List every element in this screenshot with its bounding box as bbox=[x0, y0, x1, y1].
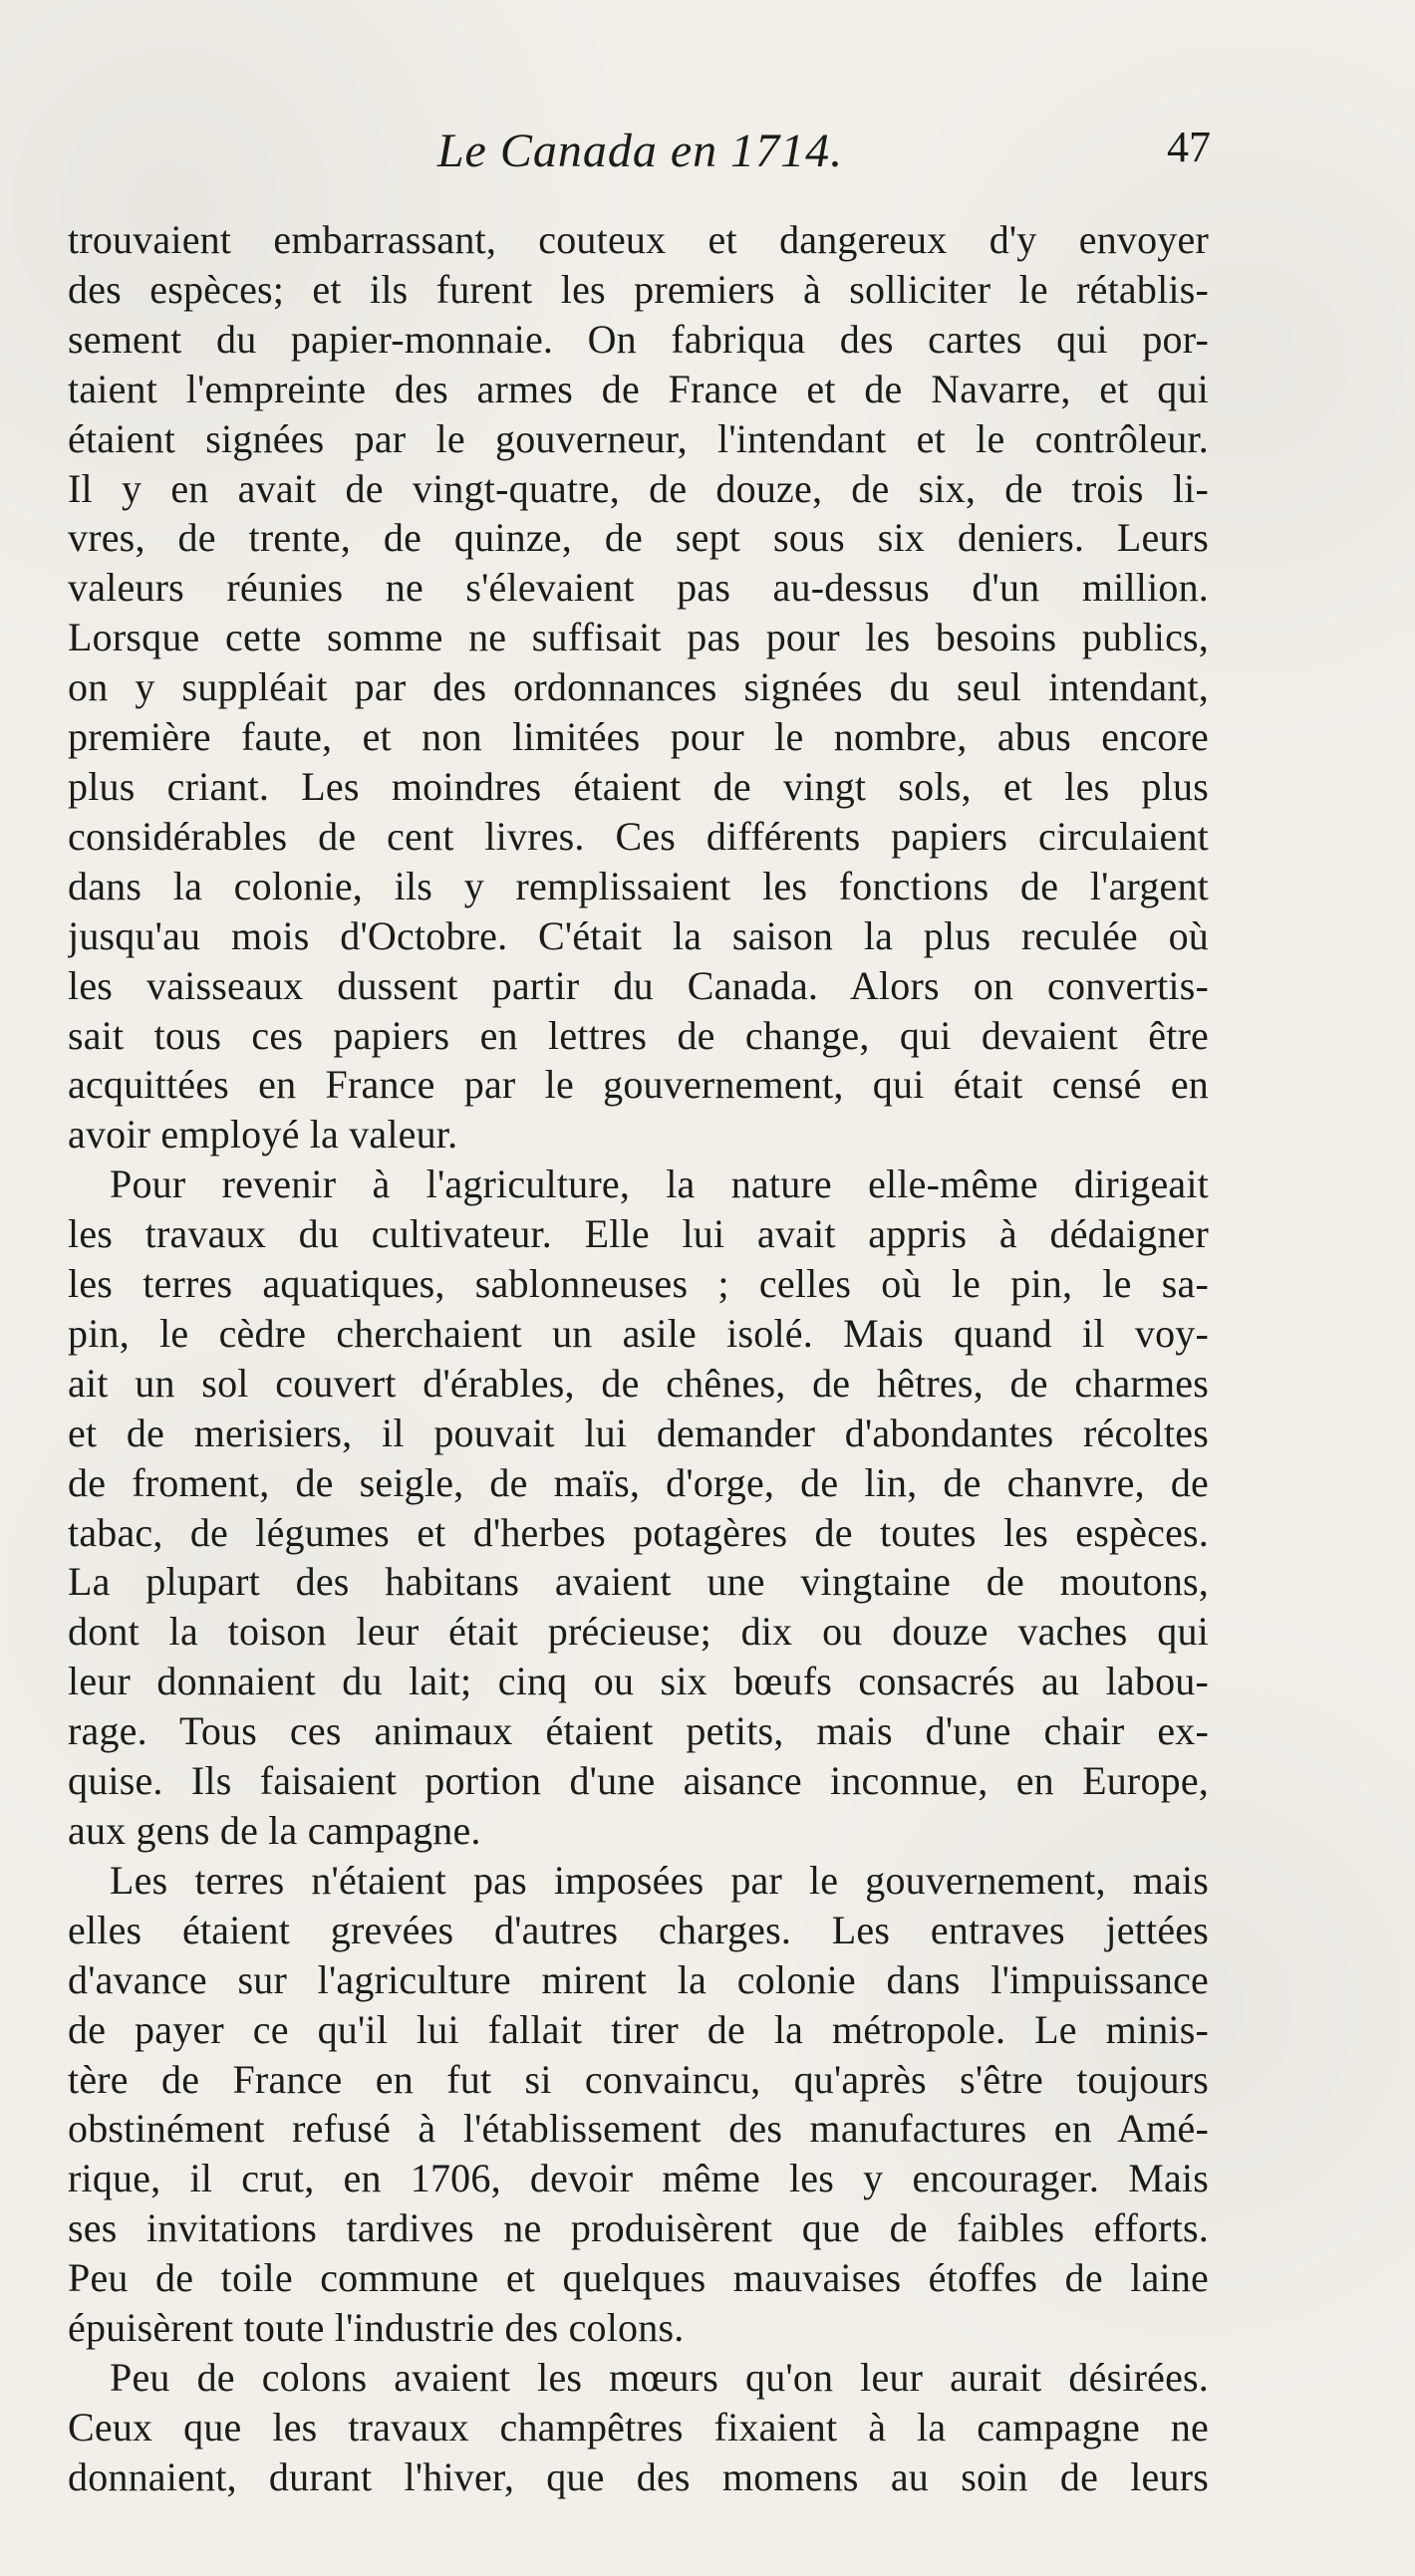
text-line: obstinément refusé à l'établissement des manufactures en Amé- bbox=[68, 2106, 1209, 2152]
text-line: leur donnaient du lait; cinq ou six bœufs consacrés au labou- bbox=[68, 1659, 1209, 1704]
text-line: Peu de toile commune et quelques mauvaises étoffes de laine bbox=[68, 2255, 1209, 2301]
text-line: de payer ce qu'il lui fallait tirer de la métropole. Le minis- bbox=[68, 2006, 1209, 2052]
text-line: Les terres n'étaient pas imposées par le gouvernement, mais bbox=[110, 1857, 1209, 1903]
text-line: et de merisiers, il pouvait lui demander d'abondantes récoltes bbox=[68, 1410, 1209, 1455]
text-line: La plupart des habitans avaient une vingtaine de moutons, bbox=[68, 1559, 1209, 1605]
text-line: dans la colonie, ils y remplissaient les fonctions de l'argent bbox=[68, 863, 1209, 908]
page-header-title: Le Canada en 1714. bbox=[436, 125, 844, 177]
text-line: quise. Ils faisaient portion d'une aisance inconnue, en Europe, bbox=[68, 1758, 1209, 1804]
text-line: d'avance sur l'agriculture mirent la colonie dans l'impuissance bbox=[68, 1956, 1209, 2002]
text-line: ses invitations tardives ne produisèrent que de faibles efforts. bbox=[68, 2205, 1209, 2251]
text-line: les vaisseaux dussent partir du Canada. Alors on convertis- bbox=[68, 962, 1209, 1008]
text-line: dont la toison leur était précieuse; dix ou douze vaches qui bbox=[68, 1609, 1209, 1655]
text-line: jusqu'au mois d'Octobre. C'était la saison la plus reculée où bbox=[68, 912, 1209, 958]
text-line: rique, il crut, en 1706, devoir même les y encourager. Mais bbox=[68, 2156, 1209, 2201]
text-line: ait un sol couvert d'érables, de chênes, de hêtres, de charmes bbox=[68, 1360, 1209, 1406]
text-line: pin, le cèdre cherchaient un asile isolé. Mais quand il voy- bbox=[68, 1310, 1209, 1356]
text-line: vres, de trente, de quinze, de sept sous six deniers. Leurs bbox=[68, 515, 1209, 561]
text-line: rage. Tous ces animaux étaient petits, mais d'une chair ex- bbox=[68, 1708, 1209, 1754]
text-line: épuisèrent toute l'industrie des colons. bbox=[68, 2305, 685, 2351]
text-line: valeurs réunies ne s'élevaient pas au-dessus d'un million. bbox=[68, 565, 1209, 611]
text-line: Pour revenir à l'agriculture, la nature elle-même dirigeait bbox=[110, 1161, 1209, 1207]
text-line: les travaux du cultivateur. Elle lui avait appris à dédaigner bbox=[68, 1211, 1209, 1257]
text-line: première faute, et non limitées pour le nombre, abus encore bbox=[68, 714, 1209, 760]
text-line: considérables de cent livres. Ces différents papiers circulaient bbox=[68, 813, 1209, 859]
text-line: étaient signées par le gouverneur, l'intendant et le contrôleur. bbox=[68, 415, 1209, 461]
text-line: trouvaient embarrassant, couteux et dangereux d'y envoyer bbox=[68, 217, 1209, 262]
page-number: 47 bbox=[1167, 123, 1211, 171]
text-line: on y suppléait par des ordonnances signées du seul intendant, bbox=[68, 664, 1209, 710]
running-head bbox=[70, 123, 1211, 187]
text-line: sement du papier-monnaie. On fabriqua des cartes qui por- bbox=[68, 316, 1209, 362]
text-line: Ceux que les travaux champêtres fixaient à la campagne ne bbox=[68, 2404, 1209, 2449]
text-line: de froment, de seigle, de maïs, d'orge, de lin, de chanvre, de bbox=[68, 1459, 1209, 1505]
text-line: Il y en avait de vingt-quatre, de douze, de six, de trois li- bbox=[68, 465, 1209, 511]
text-line: plus criant. Les moindres étaient de vingt sols, et les plus bbox=[68, 763, 1209, 809]
text-line: sait tous ces papiers en lettres de change, qui devaient être bbox=[68, 1012, 1209, 1058]
text-line: acquittées en France par le gouvernement, qui était censé en bbox=[68, 1062, 1209, 1108]
text-line: aux gens de la campagne. bbox=[68, 1808, 481, 1853]
text-line: tabac, de légumes et d'herbes potagères de toutes les espèces. bbox=[68, 1509, 1209, 1555]
text-line: Lorsque cette somme ne suffisait pas pour les besoins publics, bbox=[68, 615, 1209, 660]
text-line: elles étaient grevées d'autres charges. Les entraves jettées bbox=[68, 1907, 1209, 1952]
text-line: taient l'empreinte des armes de France et de Navarre, et qui bbox=[68, 366, 1209, 411]
text-line: tère de France en fut si convaincu, qu'après s'être toujours bbox=[68, 2056, 1209, 2102]
text-line: des espèces; et ils furent les premiers à solliciter le rétablis- bbox=[68, 266, 1209, 312]
body-text bbox=[68, 215, 1209, 2502]
text-line: les terres aquatiques, sablonneuses ; celles où le pin, le sa- bbox=[68, 1261, 1209, 1307]
text-line: avoir employé la valeur. bbox=[68, 1112, 458, 1158]
text-line: Peu de colons avaient les mœurs qu'on leur aurait désirées. bbox=[110, 2354, 1209, 2400]
text-line: donnaient, durant l'hiver, que des momens au soin de leurs bbox=[68, 2453, 1209, 2499]
